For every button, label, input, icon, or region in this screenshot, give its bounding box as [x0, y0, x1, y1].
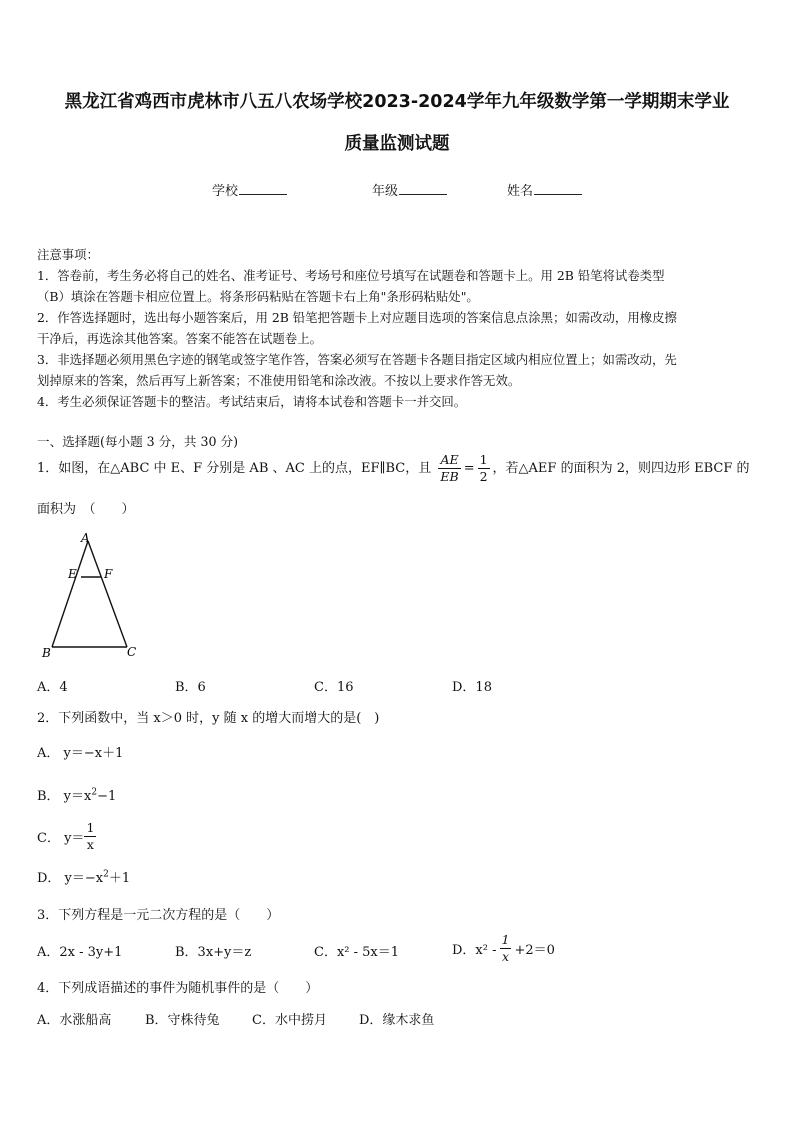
q2-option-d[interactable]: [37, 867, 130, 886]
q1-frac2-num: 1: [479, 452, 488, 467]
q2-optb-sup: 2: [91, 787, 98, 798]
q3-optd-pre: D．x² -: [452, 943, 497, 958]
q1-option-b[interactable]: B．6: [175, 680, 206, 695]
school-field[interactable]: [212, 180, 287, 199]
q3-optd-fraction: [500, 932, 512, 965]
q3-options: [37, 932, 757, 970]
q3-option-b[interactable]: B．3x+y＝z: [175, 945, 252, 960]
q3-option-a[interactable]: A．2x - 3y+1: [37, 945, 123, 960]
q1-options: [37, 676, 757, 696]
notice-item: 1．答卷前，考生务必将自己的姓名、准考证号、考场号和座位号填写在试题卷和答题卡上。用 2B 铅笔将试卷类型: [37, 268, 665, 283]
q2-optc-fraction: [84, 820, 96, 853]
notice-item: 4．考生必须保证答题卡的整洁。考试结束后，请将本试卷和答题卡一并交回。: [37, 394, 467, 409]
side-ab: [52, 541, 88, 647]
q2-optd-post: ＋1: [108, 871, 131, 886]
q2-optc-den: x: [86, 837, 94, 852]
q1-option-d[interactable]: D．18: [452, 680, 492, 695]
q2-optc-pre: C． y＝: [37, 831, 85, 846]
q4-option-a[interactable]: A．水涨船高: [37, 1013, 112, 1028]
notice-item: 3．非选择题必须用黑色字迹的钢笔或签字笔作答，答案必须写在答题卡各题目指定区域内相应位置上；如需改动，先: [37, 352, 677, 367]
q4-option-c[interactable]: C．水中捞月: [252, 1013, 327, 1028]
label-a: A: [81, 531, 90, 545]
q2-optd-sup: 2: [103, 869, 109, 880]
q3-option-c[interactable]: C．x² - 5x＝1: [314, 945, 400, 960]
question-3-text: 3．下列方程是一元二次方程的是（ ）: [37, 908, 280, 923]
q1-frac-num: AE: [438, 452, 460, 469]
notice-item: 划掉原来的答案，然后再写上新答案；不准使用铅笔和涂改液。不按以上要求作答无效。: [37, 373, 521, 388]
q1-frac2-den: 2: [479, 469, 488, 484]
label-b: B: [42, 646, 51, 660]
notice-item: 2．作答选择题时，选出每小题答案后，用 2B 铅笔把答题卡上对应题目选项的答案信息点涂黑；如需改动，用橡皮擦: [37, 310, 677, 325]
label-f: F: [104, 567, 113, 581]
label-c: C: [127, 645, 137, 659]
q1-text-b: ，若△AEF 的面积为 2，则四边形 EBCF 的: [492, 461, 750, 476]
q2-option-a[interactable]: A． y＝−x＋1: [37, 746, 124, 761]
q1-fraction-half: [478, 452, 490, 485]
q2-optb-post: −1: [97, 789, 117, 804]
notice-block: [37, 244, 759, 412]
grade-label: 年级: [372, 184, 399, 199]
q2-optb-pre: B． y＝x: [37, 789, 92, 804]
q3-optd-den: x: [501, 949, 509, 964]
triangle-figure: [38, 530, 148, 660]
q4-option-b[interactable]: B．守株待兔: [145, 1013, 220, 1028]
q1-text-c: 面积为 （ ）: [37, 502, 135, 517]
name-blank[interactable]: [534, 182, 582, 195]
q3-option-d[interactable]: [452, 932, 555, 965]
exam-title-line2: 质量监测试题: [344, 134, 450, 154]
school-blank[interactable]: [239, 182, 287, 195]
name-label: 姓名: [507, 184, 534, 199]
question-4-text: 4．下列成语描述的事件为随机事件的是（ ）: [37, 981, 319, 996]
q4-options: [37, 1009, 757, 1029]
q2-optd-pre: D． y＝−x: [37, 871, 104, 886]
q4-option-d[interactable]: D．缘木求鱼: [359, 1013, 435, 1028]
notice-heading: 注意事项：: [37, 247, 99, 262]
name-field[interactable]: [507, 180, 582, 199]
q2-option-b[interactable]: [37, 785, 116, 804]
notice-item: 干净后，再选涂其他答案。答案不能答在试题卷上。: [37, 331, 322, 346]
school-label: 学校: [212, 184, 239, 199]
student-info-fields: [0, 180, 794, 202]
question-1-line1: [37, 452, 750, 485]
q1-text-a: 1．如图，在△ABC 中 E、F 分别是 AB 、AC 上的点，EF∥BC，且: [37, 461, 432, 476]
q1-equals: =: [463, 461, 475, 476]
q1-option-a[interactable]: A．4: [37, 680, 68, 695]
q1-fraction-ae-eb: [438, 452, 460, 485]
q3-optd-num: 1: [501, 932, 510, 947]
exam-title-line1: 黑龙江省鸡西市虎林市八五八农场学校2023-2024学年九年级数学第一学期期末学业: [64, 92, 730, 112]
side-ac: [88, 541, 127, 647]
grade-field[interactable]: [372, 180, 447, 199]
q1-option-c[interactable]: C．16: [314, 680, 354, 695]
q2-optc-num: 1: [86, 820, 95, 835]
question-2-text: 2．下列函数中，当 x＞0 时，y 随 x 的增大而增大的是( ): [37, 711, 380, 726]
q1-frac-den: EB: [440, 469, 459, 484]
grade-blank[interactable]: [399, 182, 447, 195]
section-heading: 一、选择题(每小题 3 分，共 30 分): [37, 434, 239, 449]
notice-item: （B）填涂在答题卡相应位置上。将条形码粘贴在答题卡右上角"条形码粘贴处"。: [37, 289, 479, 304]
q3-optd-post: +2＝0: [514, 943, 555, 958]
q2-option-c[interactable]: [37, 820, 99, 853]
label-e: E: [68, 567, 77, 581]
